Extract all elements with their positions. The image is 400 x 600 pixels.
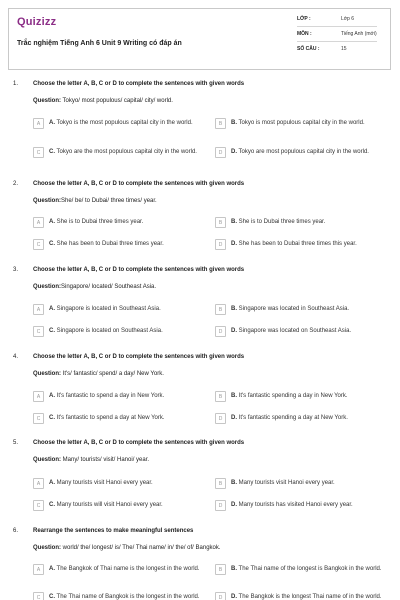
option-letter: A.: [49, 566, 55, 572]
worksheet-header: [8, 8, 391, 70]
option-b-box[interactable]: B: [215, 478, 226, 489]
option-text: The Bangkok is the longest Thai name of in the world.: [237, 594, 382, 600]
meta-class-label: LỚP :: [297, 16, 311, 22]
question-number: 3.: [13, 267, 19, 273]
meta-count-value: 15: [341, 46, 347, 52]
question-number: 5.: [13, 440, 19, 446]
question-label: Question:: [33, 457, 61, 463]
option-text: The Thai name of Bangkok is the longest in the world.: [55, 594, 200, 600]
option-c-box[interactable]: C: [33, 592, 44, 600]
option-d-box[interactable]: D: [215, 326, 226, 337]
option-a-box[interactable]: A: [33, 478, 44, 489]
question-instruction: Choose the letter A, B, C or D to complete the sentences with given words: [33, 81, 245, 87]
option-text: She has been to Dubai three times this year.: [237, 241, 357, 247]
question-label: Question:: [33, 545, 61, 551]
option-text: It's fantastic spending a day in New York.: [237, 393, 348, 399]
option-d-box[interactable]: D: [215, 413, 226, 424]
question-text: [33, 198, 157, 204]
option-a-box[interactable]: A: [33, 217, 44, 228]
question-text: [33, 457, 149, 463]
question-instruction: Choose the letter A, B, C or D to complete the sentences with given words: [33, 440, 245, 446]
question-number: 6.: [13, 528, 19, 534]
question-prompt: She/ be/ to Dubai/ three times/ year.: [61, 198, 157, 204]
meta-divider: [297, 26, 377, 27]
question-text: [33, 545, 221, 551]
option-c-box[interactable]: C: [33, 500, 44, 511]
option-d-box[interactable]: D: [215, 500, 226, 511]
option-b-box[interactable]: B: [215, 304, 226, 315]
option-text: The Bangkok of Thai name is the longest in the world.: [55, 566, 200, 572]
option-a-box[interactable]: A: [33, 304, 44, 315]
option-text: Singapore was located on Southeast Asia.: [237, 328, 352, 334]
question-number: 1.: [13, 81, 19, 87]
option-b-box[interactable]: B: [215, 391, 226, 402]
option-text: Many tourists will visit Hanoi every year.: [55, 502, 163, 508]
question-number: 2.: [13, 181, 19, 187]
option-text: The Thai name of the longest is Bangkok in the world.: [237, 566, 382, 572]
option-c-box[interactable]: C: [33, 147, 44, 158]
option-text: She is to Dubai three times year.: [55, 219, 144, 225]
question-prompt: It's/ fantastic/ spend/ a day/ New York.: [61, 371, 164, 377]
question-label: Question:: [33, 198, 61, 204]
question-label: Question:: [33, 284, 61, 290]
option-b-box[interactable]: B: [215, 217, 226, 228]
option-letter: A.: [49, 480, 55, 486]
question-prompt: Singapore/ located/ Southeast Asia.: [61, 284, 157, 290]
option-text: Tokyo is the most populous capital city in the world.: [55, 120, 193, 126]
option-letter: C.: [49, 502, 55, 508]
option-letter: C.: [49, 149, 55, 155]
option-text: She has been to Dubai three times year.: [55, 241, 164, 247]
option-letter: A.: [49, 393, 55, 399]
option-text: It's fantastic to spend a day at New York.: [55, 415, 165, 421]
option-letter: B.: [231, 393, 237, 399]
option-c-box[interactable]: C: [33, 239, 44, 250]
option-b-box[interactable]: B: [215, 118, 226, 129]
option-a-box[interactable]: A: [33, 118, 44, 129]
option-letter: D.: [231, 415, 237, 421]
option-text: Tokyo is most populous capital city in the world.: [237, 120, 365, 126]
option-text: She is to Dubai three times year.: [237, 219, 326, 225]
worksheet-title: Trắc nghiệm Tiếng Anh 6 Unit 9 Writing có đáp án: [17, 40, 182, 47]
question-instruction: Choose the letter A, B, C or D to complete the sentences with given words: [33, 354, 245, 360]
option-c-box[interactable]: C: [33, 326, 44, 337]
question-instruction: Choose the letter A, B, C or D to complete the sentences with given words: [33, 267, 245, 273]
option-b-box[interactable]: B: [215, 564, 226, 575]
option-c-box[interactable]: C: [33, 413, 44, 424]
option-letter: A.: [49, 306, 55, 312]
question-prompt: Many/ tourists/ visit/ Hanoi/ year.: [61, 457, 150, 463]
option-text: Singapore was located in Southeast Asia.: [237, 306, 350, 312]
meta-subject-value: Tiếng Anh (mới): [341, 31, 377, 37]
option-text: Tokyo are most populous capital city in the world.: [237, 149, 369, 155]
question-text: [33, 98, 173, 104]
quizizz-logo: Quizizz: [17, 16, 57, 28]
option-letter: B.: [231, 306, 237, 312]
option-text: Singapore is located on Southeast Asia.: [55, 328, 163, 334]
option-letter: D.: [231, 241, 237, 247]
option-letter: A.: [49, 120, 55, 126]
option-letter: A.: [49, 219, 55, 225]
option-letter: C.: [49, 594, 55, 600]
question-instruction: Rearrange the sentences to make meaningful sentences: [33, 528, 194, 534]
option-letter: D.: [231, 502, 237, 508]
option-d-box[interactable]: D: [215, 147, 226, 158]
question-text: [33, 371, 164, 377]
option-text: Singapore is located in Southeast Asia.: [55, 306, 161, 312]
option-a-box[interactable]: A: [33, 391, 44, 402]
option-letter: B.: [231, 120, 237, 126]
option-d-box[interactable]: D: [215, 592, 226, 600]
question-text: [33, 284, 156, 290]
option-letter: C.: [49, 415, 55, 421]
question-number: 4.: [13, 354, 19, 360]
meta-count-label: SỐ CÂU :: [297, 46, 320, 52]
option-a-box[interactable]: A: [33, 564, 44, 575]
option-text: Many tourists has visited Hanoi every year.: [237, 502, 353, 508]
option-letter: B.: [231, 219, 237, 225]
option-letter: C.: [49, 328, 55, 334]
option-d-box[interactable]: D: [215, 239, 226, 250]
meta-subject-label: MÔN :: [297, 31, 312, 37]
option-letter: D.: [231, 149, 237, 155]
option-letter: B.: [231, 566, 237, 572]
option-text: It's fantastic to spend a day in New York.: [55, 393, 165, 399]
option-text: Many tourists visit Hanoi every year.: [55, 480, 153, 486]
meta-class-value: Lớp 6: [341, 16, 355, 22]
option-letter: D.: [231, 328, 237, 334]
option-letter: C.: [49, 241, 55, 247]
question-prompt: world/ the/ longest/ is/ The/ Thai name/ in/ the/ of/ Bangkok.: [61, 545, 221, 551]
question-label: Question:: [33, 371, 61, 377]
option-letter: D.: [231, 594, 237, 600]
option-text: Many tourists visit Hanoi every year.: [237, 480, 335, 486]
question-label: Question:: [33, 98, 61, 104]
option-letter: B.: [231, 480, 237, 486]
question-prompt: Tokyo/ most populous/ capital/ city/ world.: [61, 98, 173, 104]
option-text: Tokyo are the most populous capital city in the world.: [55, 149, 197, 155]
option-text: It's fantastic spending a day at New York.: [237, 415, 348, 421]
question-instruction: Choose the letter A, B, C or D to complete the sentences with given words: [33, 181, 245, 187]
meta-divider: [297, 41, 377, 42]
